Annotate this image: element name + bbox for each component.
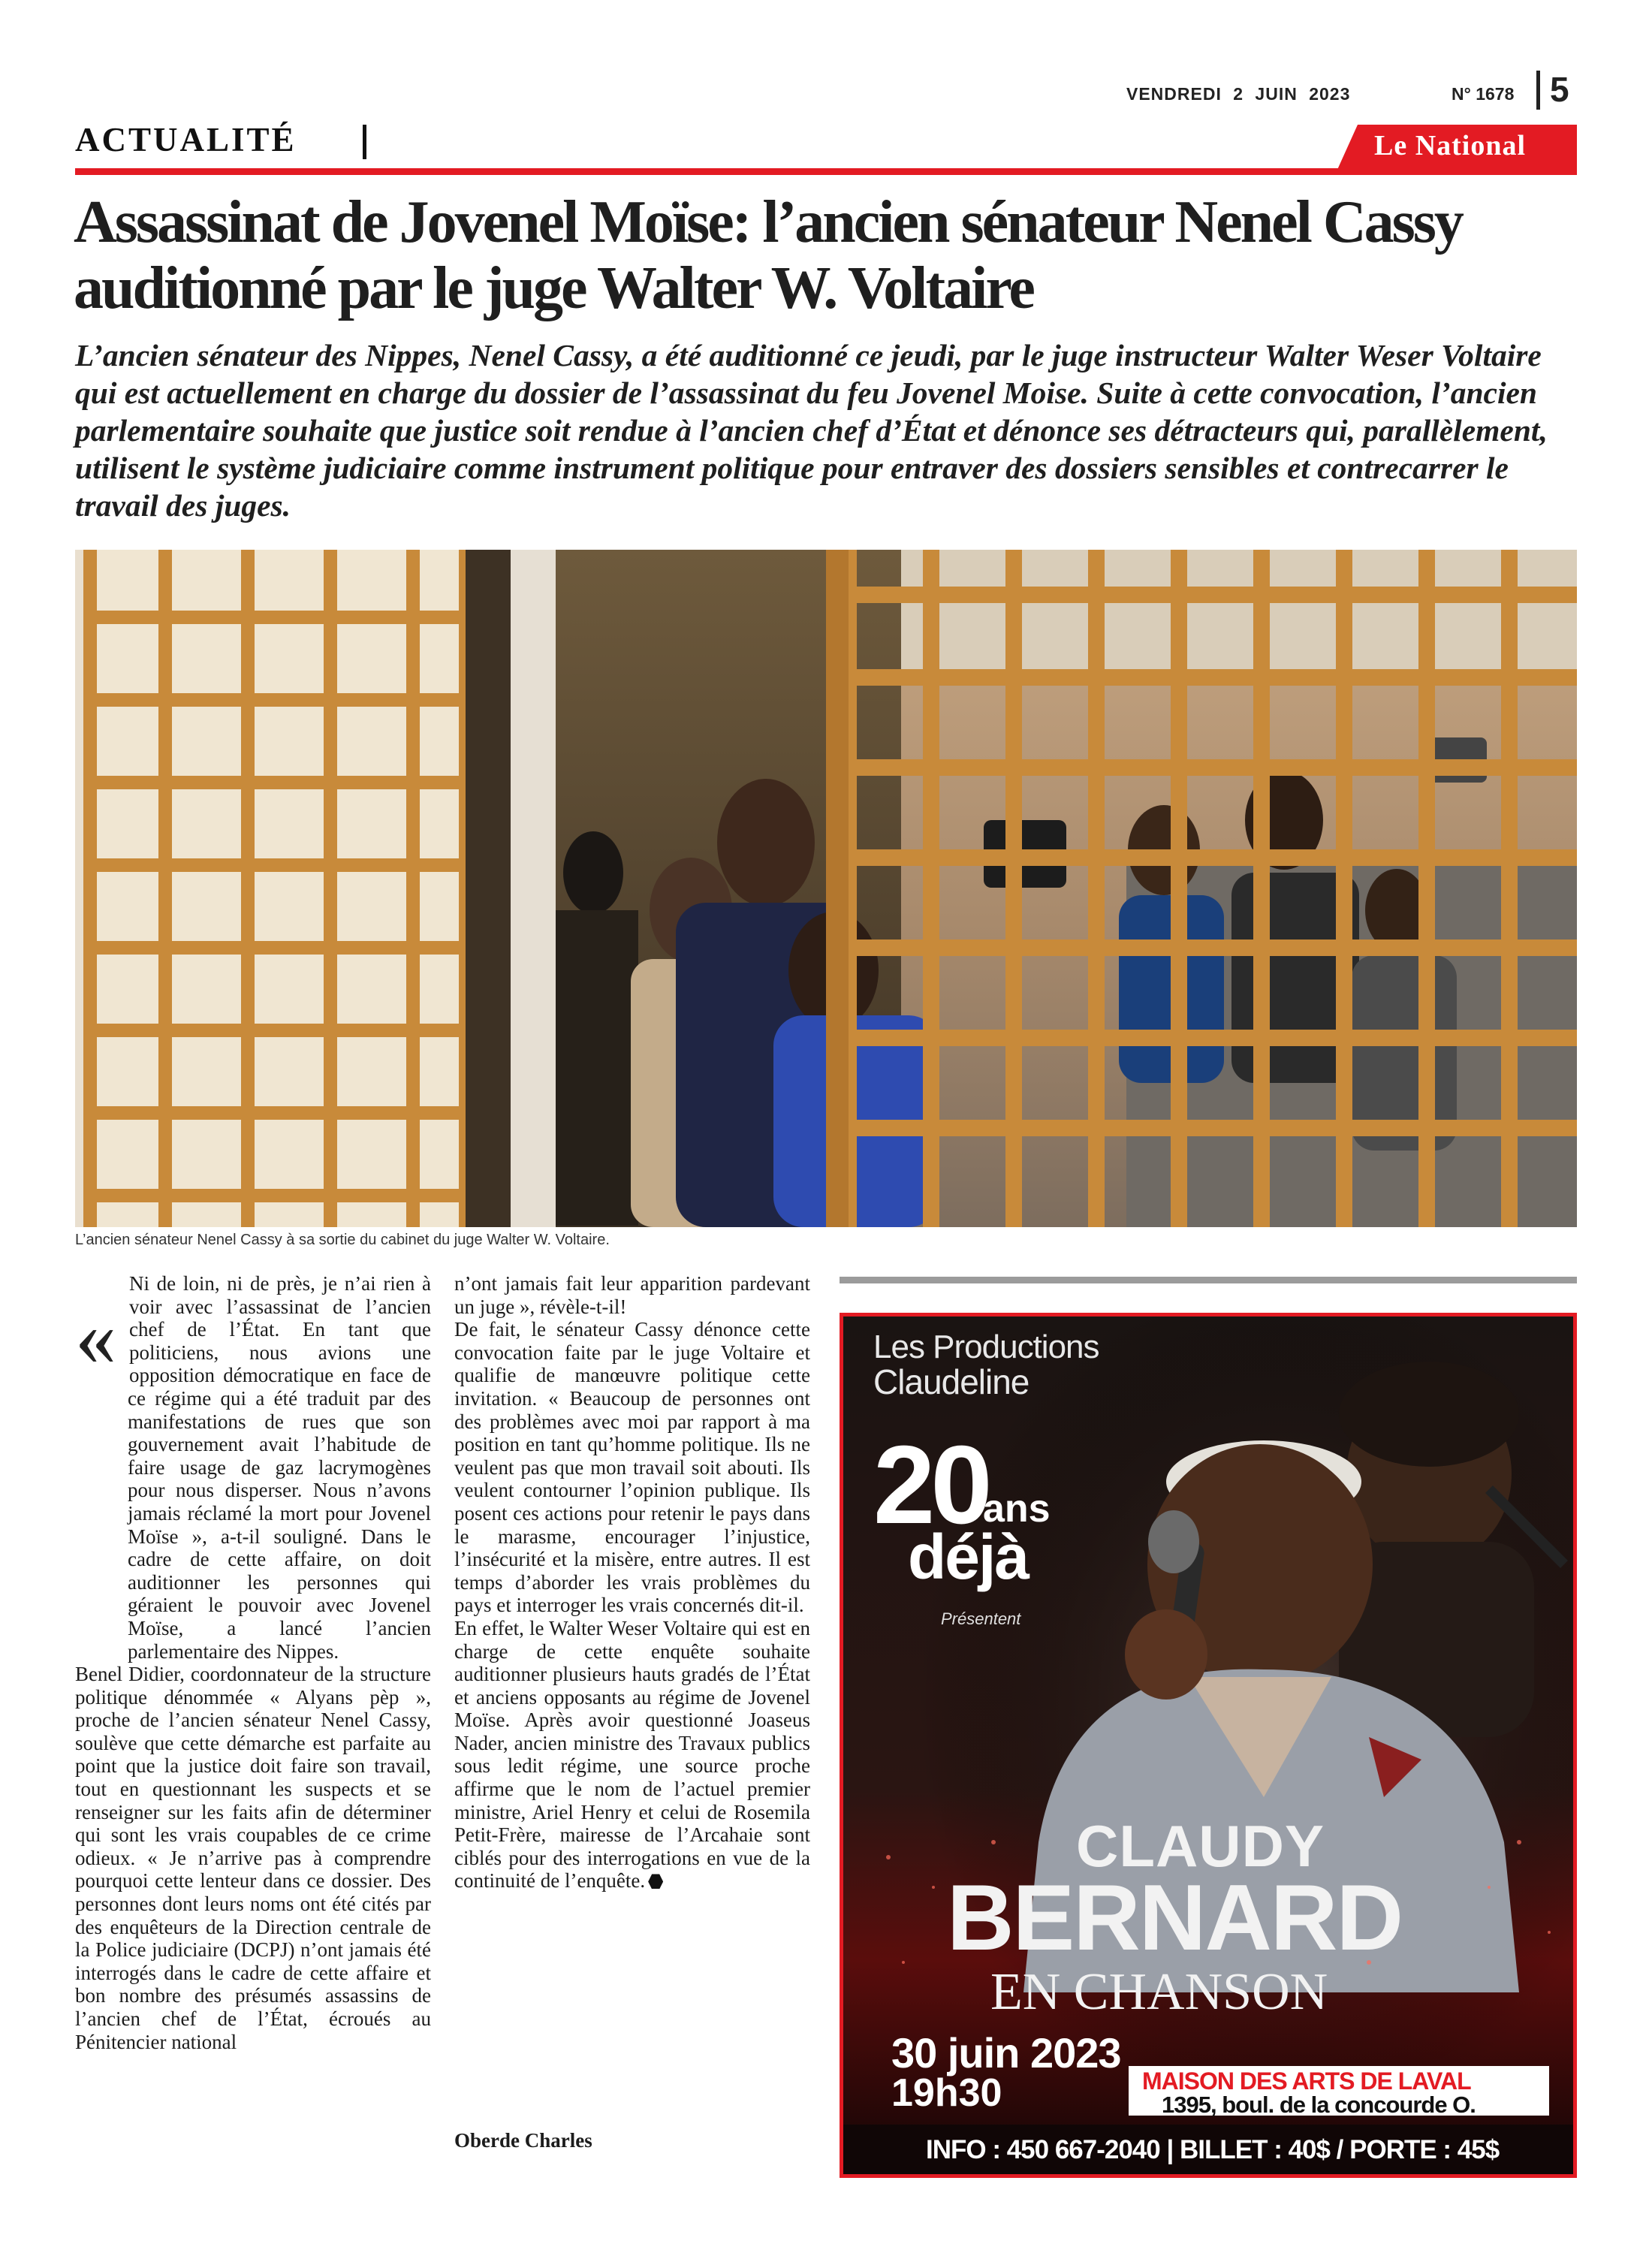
ad-presentent: Présentent <box>941 1609 1021 1628</box>
ad-last-name: BERNARD <box>947 1866 1402 1970</box>
paragraph-text: En effet, le Walter Weser Voltaire qui est en charge de cette enquête souhaite auditionner plusieurs hauts gradés de l’État et anciens opposants au régime de Jovenel Moïse. Après avoir questionné Joaseus Nader, ancien ministre des Travaux publics sous ledit régime, une source proche affirme que le nom de l’actuel premier ministre, Ariel Henry et celui de Rosemila Petit-Frère, mairesse de l’Arcahaie sont ciblés pour des interrogations en vue de la continuité de l’enquête. <box>454 1616 810 1893</box>
ad-years-number: 20 <box>873 1423 988 1547</box>
ad-info: INFO : 450 667-2040 | BILLET : 40$ / PORTE : 45$ <box>926 2135 1500 2164</box>
ad-first-name: CLAUDY <box>1076 1813 1325 1879</box>
paragraph: n’ont jamais fait leur apparition pardevant un juge », révèle-t-il! <box>454 1272 810 1318</box>
byline: Oberde Charles <box>454 2129 592 2152</box>
photo-caption: L’ancien sénateur Nenel Cassy à sa sortie du cabinet du juge Walter W. Voltaire. <box>75 1232 610 1248</box>
paragraph: Benel Didier, coordonnateur de la structure politique dénommée « Alyans pèp », proche de l’ancien sénateur Nenel Cassy, soulève que cette démarche est parfaite au point que la justice doit faire son travail, tout en questionnant les suspects et se renseigner sur les faits afin de déterminer qui sont les vrais coupables de ce crime odieux. « Je n’arrive pas à comprendre pourquoi cette lenteur dans ce dossier. Des personnes dont leurs noms ont été cités par des enquêteurs de la Direction centrale de la Police judiciaire (DCPJ) n’ont jamais été interrogés dans le cadre de cette affaire et bon nombre des présumés assassins de l’ancien chef de l’État, écroués au Pénitencier national <box>75 1663 431 2053</box>
paragraph: De fait, le sénateur Cassy dénonce cette convocation faite par le juge Voltaire et qualifie de manœuvre politique cette invitation. « Beaucoup de personnes ont des problèmes avec moi par rapport à ma position en tant qu’homme politique. Ils ne veulent pas que mon travail soit abouti. Ils veulent contourner l’opinion publique. Ils posent ces actions pour retenir le pays dans le marasme, encourager l’injustice, l’insécurité et la misère, entre autres. Il est temps d’aborder les vrais problèmes du pays et interroger les vrais concernés dit-il. <box>454 1318 810 1617</box>
ad-date: 30 juin 2023 <box>891 2029 1121 2077</box>
article-column-1 <box>75 1272 431 2188</box>
header-divider <box>1536 71 1540 110</box>
ad-deja: déjà <box>908 1522 1029 1592</box>
article-headline: Assassinat de Jovenel Moïse: l’ancien sénateur Nenel Cassy auditionné par le juge Walter W. Voltaire <box>74 189 1462 321</box>
article-column-2 <box>454 1272 810 2158</box>
photo-illustration <box>75 550 1577 1227</box>
ad-top-rule <box>840 1277 1577 1283</box>
issue-date: VENDREDI 2 JUIN 2023 <box>1126 84 1351 104</box>
ad-years-word: ans <box>983 1487 1051 1531</box>
end-of-article-icon <box>648 1874 663 1889</box>
paragraph <box>454 1617 810 1893</box>
ad-producer-line-2: Claudeline <box>873 1362 1029 1401</box>
article-lede: L’ancien sénateur des Nippes, Nenel Cassy, a été auditionné ce jeudi, par le juge instructeur Walter Weser Voltaire qui est actuellement en charge du dossier de l’assassinat du feu Jovenel Moise. Suite à cette convocation, l’ancien parlementaire souhaite que justice soit rendue à l’ancien chef d’État et dénonce ses détracteurs qui, parallèlement, utilisent le système judiciaire comme instrument politique pour entraver des dossiers sensibles et contrecarrer le travail des juges. <box>75 338 1548 523</box>
ad-producer-line-1: Les Productions <box>873 1329 1099 1365</box>
concert-advertisement <box>840 1313 1577 2178</box>
brand-name: Le National <box>1374 130 1527 161</box>
article-photo <box>75 550 1577 1227</box>
paragraph: Ni de loin, ni de près, je n’ai rien à voir avec l’assassinat de l’ancien chef de l’État. En tant que politiciens, nous avions une opposition démocratique en face de ce régime qui a été traduit par des manifestations de rues que son gouvernement avait l’habitude de faire usage de gaz lacrymogènes pour nous disperser. Nous n’avons jamais réclamé la mort pour Jovenel Moïse », a-t-il souligné. Dans le cadre de cette affaire, on doit auditionner les personnes qui géraient le pouvoir avec Jovenel Moïse, a lancé l’ancien parlementaire des Nippes. <box>128 1272 431 1663</box>
page-number: 5 <box>1550 70 1569 109</box>
ad-subtitle: EN CHANSON <box>990 1963 1328 2021</box>
issue-number: N° 1678 <box>1452 84 1515 104</box>
section-divider <box>363 125 366 159</box>
section-title: ACTUALITÉ <box>75 121 297 158</box>
ad-address: 1395, boul. de la concourde O. <box>1162 2092 1476 2118</box>
drop-quote-mark: « <box>75 1291 116 1383</box>
ad-time: 19h30 <box>891 2071 1002 2115</box>
ad-venue: MAISON DES ARTS DE LAVAL <box>1142 2068 1471 2095</box>
